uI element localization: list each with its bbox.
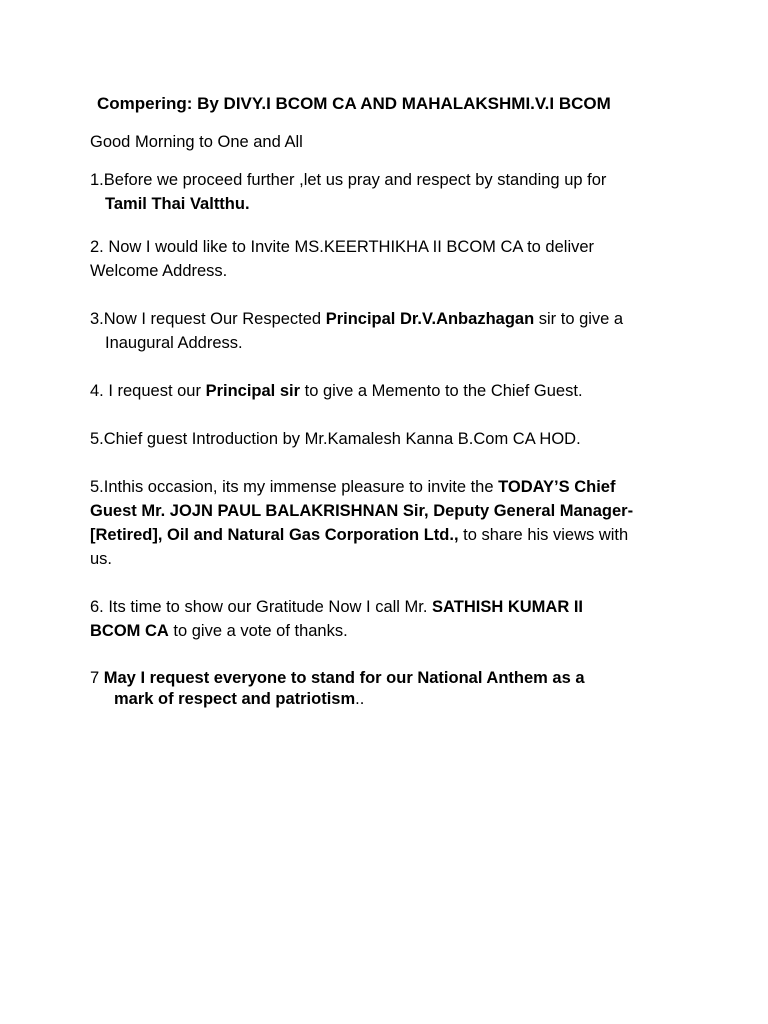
item-7-line-2 — [114, 687, 364, 711]
item-5b-bold-3: [Retired], Oil and Natural Gas Corporation Ltd., — [90, 526, 459, 544]
greeting-line: Good Morning to One and All — [90, 133, 303, 151]
item-6-pre: 6. Its time to show our Gratitude Now I call Mr. — [90, 598, 433, 616]
item-3-line-2: Inaugural Address. — [105, 334, 243, 352]
item-5b-line-3 — [90, 523, 628, 547]
item-5b-bold-2: Guest Mr. JOJN PAUL BALAKRISHNAN Sir, Deputy General Manager- — [90, 502, 634, 520]
item-4-post: to give a Memento to the Chief Guest. — [300, 382, 583, 400]
item-6-bold-1: SATHISH KUMAR II — [432, 598, 583, 616]
item-5b-line-4: us. — [90, 550, 113, 568]
item-1-line-1: 1.Before we proceed further ,let us pray and respect by standing up for — [90, 171, 607, 189]
item-3-pre: 3.Now I request Our Respected — [90, 310, 326, 328]
item-5b-post: to share his views with — [458, 526, 629, 544]
item-5b-line-1 — [90, 475, 615, 499]
item-4-pre: 4. I request our — [90, 382, 206, 400]
item-6-bold-2: BCOM CA — [90, 622, 169, 640]
item-5a-line: 5.Chief guest Introduction by Mr.Kamalesh Kanna B.Com CA HOD. — [90, 430, 581, 448]
item-7-pre: 7 — [90, 669, 104, 687]
item-4-bold: Principal sir — [205, 382, 301, 400]
item-1-bold: Tamil Thai Valtthu. — [105, 195, 250, 213]
document-title: Compering: By DIVY.I BCOM CA AND MAHALAKSHMI.V.I BCOM — [97, 94, 611, 113]
item-6-post: to give a vote of thanks. — [168, 622, 348, 640]
item-1-line-2 — [105, 192, 250, 216]
item-5b-line-2 — [90, 499, 633, 523]
item-5b-bold-1: TODAY’S Chief — [498, 478, 616, 496]
item-7-bold-2: mark of respect and patriotism — [114, 690, 356, 708]
item-3-line-1 — [90, 307, 623, 331]
item-7-bold-1: May I request everyone to stand for our National Anthem as a — [103, 669, 585, 687]
item-4-line — [90, 379, 583, 403]
item-6-line-2 — [90, 619, 348, 643]
item-3-bold: Principal Dr.V.Anbazhagan — [325, 310, 535, 328]
item-7-post: .. — [355, 690, 365, 708]
item-5b-pre: 5.Inthis occasion, its my immense pleasure to invite the — [90, 478, 499, 496]
item-6-line-1 — [90, 595, 583, 619]
item-2-line-2: Welcome Address. — [90, 262, 228, 280]
item-2-line-1: 2. Now I would like to Invite MS.KEERTHIKHA II BCOM CA to deliver — [90, 238, 595, 256]
item-3-post: sir to give a — [534, 310, 624, 328]
